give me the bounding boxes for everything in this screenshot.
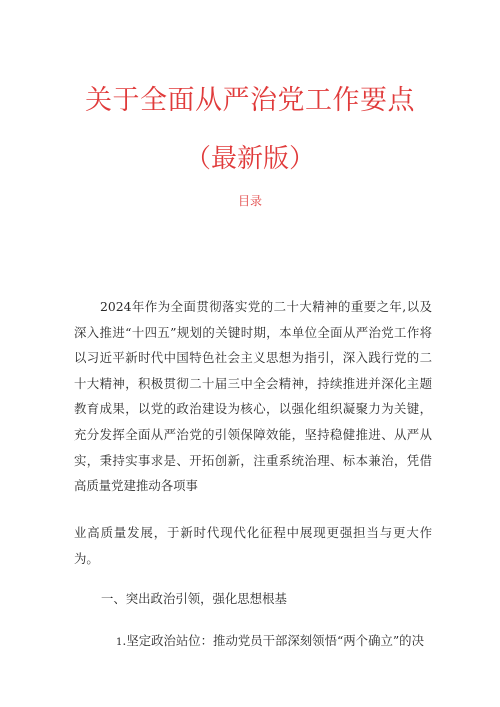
table-of-contents-label: 目录	[237, 194, 262, 208]
document-title: 关于全面从严治党工作要点	[85, 85, 415, 116]
document-subtitle: （最新版）	[184, 144, 315, 174]
intro-paragraph: 2024年作为全面贯彻落实党的二十大精神的重要之年,以及深入推进“十四五”规划的关键时期，本单位全面从严治党工作将以习近平新时代中国特色社会主义思想为指引，深入践行党的二十大精神，积极贯彻二十届三中全会精神，持续推进并深化主题教育成果，以党的政治建设为核心，以强化组织凝聚力为关键，充分发挥全面从严治党的引领保障效能，坚持稳健推进、从严从实，秉持实事求是、开拓创新，注重系统治理、标本兼治，凭借高质量党建推动各项事	[74, 299, 432, 494]
continuation-paragraph: 业高质量发展，于新时代现代化征程中展现更强担当与更大作为。	[74, 525, 432, 566]
section-heading-1: 一、突出政治引领，强化思想根基	[101, 591, 287, 606]
list-item-1	[116, 631, 446, 653]
list-item-text: .坚定政治站位：推动党员干部深刻领悟“两个确立”的决	[122, 633, 424, 648]
list-item-number: 1	[116, 637, 123, 648]
